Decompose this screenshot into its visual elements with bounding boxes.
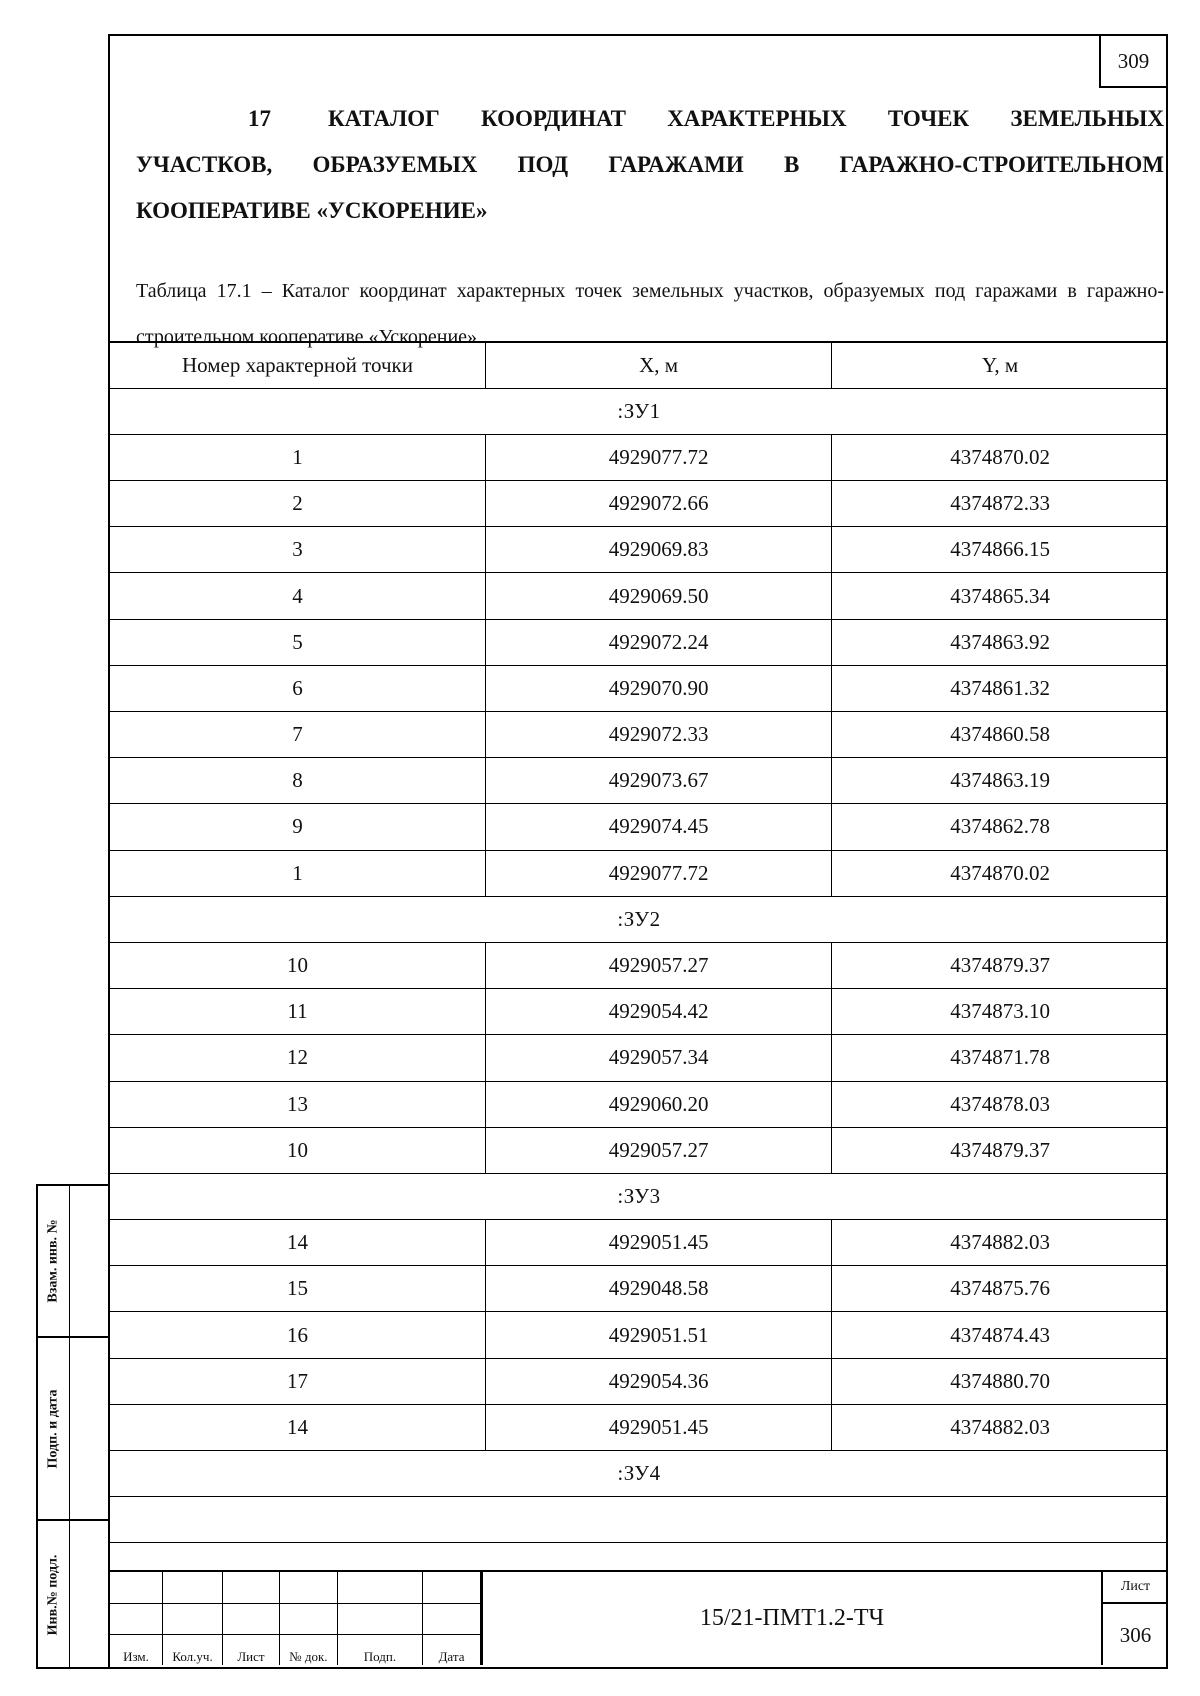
point-number-cell: 3 bbox=[110, 527, 486, 573]
group-label: :ЗУ2 bbox=[110, 896, 1168, 942]
revision-labels-row bbox=[110, 1634, 481, 1665]
table-row bbox=[110, 665, 1168, 711]
table-row bbox=[110, 1220, 1168, 1266]
page-number: 309 bbox=[1099, 36, 1166, 88]
point-number-cell: 10 bbox=[110, 1127, 486, 1173]
y-coordinate-cell: 4374870.02 bbox=[832, 850, 1168, 896]
y-coordinate-cell: 4374861.32 bbox=[832, 665, 1168, 711]
x-coordinate-cell: 4929048.58 bbox=[486, 1266, 832, 1312]
point-number-cell: 11 bbox=[110, 989, 486, 1035]
coordinates-table bbox=[110, 341, 1168, 1543]
x-coordinate-cell: 4929073.67 bbox=[486, 758, 832, 804]
side-row-inventory bbox=[38, 1521, 108, 1669]
x-coordinate-cell: 4929074.45 bbox=[486, 804, 832, 850]
x-coordinate-cell: 4929070.90 bbox=[486, 665, 832, 711]
table-caption: Таблица 17.1 – Каталог координат характерных точек земельных участков, образуемых под гаражами в гаражно-строительном кооперативе «Ускорение» bbox=[136, 280, 1164, 348]
y-coordinate-cell: 4374863.92 bbox=[832, 619, 1168, 665]
point-number-cell: 10 bbox=[110, 942, 486, 988]
x-coordinate-cell: 4929057.27 bbox=[486, 942, 832, 988]
x-coordinate-cell: 4929069.83 bbox=[486, 527, 832, 573]
y-coordinate-cell: 4374882.03 bbox=[832, 1404, 1168, 1450]
side-row-replacement bbox=[38, 1186, 108, 1338]
group-label: :ЗУ4 bbox=[110, 1451, 1168, 1497]
point-number-cell: 1 bbox=[110, 850, 486, 896]
group-row bbox=[110, 388, 1168, 434]
point-number-cell: 5 bbox=[110, 619, 486, 665]
x-coordinate-cell: 4929077.72 bbox=[486, 434, 832, 480]
sheet-number: 306 bbox=[1119, 1623, 1152, 1647]
table-row bbox=[110, 712, 1168, 758]
table-row bbox=[110, 1081, 1168, 1127]
section-title: КАТАЛОГ КООРДИНАТ ХАРАКТЕРНЫХ ТОЧЕК ЗЕМЕЛЬНЫХ УЧАСТКОВ, ОБРАЗУЕМЫХ ПОД ГАРАЖАМИ В ГАРАЖНО-СТРОИТЕЛЬНОМ КООПЕРАТИВЕ «УСКОРЕНИЕ» bbox=[136, 106, 1164, 223]
x-coordinate-cell: 4929072.24 bbox=[486, 619, 832, 665]
point-number-cell: 14 bbox=[110, 1404, 486, 1450]
point-number-cell: 14 bbox=[110, 1220, 486, 1266]
table-row bbox=[110, 434, 1168, 480]
side-label-replacement: Взам. инв. № bbox=[45, 1219, 61, 1303]
y-coordinate-cell: 4374882.03 bbox=[832, 1220, 1168, 1266]
y-coordinate-cell: 4374863.19 bbox=[832, 758, 1168, 804]
point-number-cell: 17 bbox=[110, 1358, 486, 1404]
header-y: Y, м bbox=[832, 342, 1168, 388]
section-number: 17 bbox=[248, 106, 271, 131]
revision-grid bbox=[110, 1572, 481, 1665]
x-coordinate-cell: 4929051.45 bbox=[486, 1220, 832, 1266]
point-number-cell: 9 bbox=[110, 804, 486, 850]
y-coordinate-cell: 4374870.02 bbox=[832, 434, 1168, 480]
side-label-signature-date: Подп. и дата bbox=[45, 1389, 61, 1468]
table-row bbox=[110, 573, 1168, 619]
col-label-izm: Изм. bbox=[110, 1634, 162, 1665]
col-label-signature: Подп. bbox=[337, 1634, 422, 1665]
table-row bbox=[110, 619, 1168, 665]
point-number-cell: 4 bbox=[110, 573, 486, 619]
sheet-box bbox=[1103, 1572, 1168, 1665]
y-coordinate-cell: 4374872.33 bbox=[832, 481, 1168, 527]
table-row bbox=[110, 850, 1168, 896]
point-number-cell: 1 bbox=[110, 434, 486, 480]
table-row bbox=[110, 989, 1168, 1035]
group-label: :ЗУ1 bbox=[110, 388, 1168, 434]
y-coordinate-cell: 4374875.76 bbox=[832, 1266, 1168, 1312]
table-row bbox=[110, 1312, 1168, 1358]
document-code: 15/21-ПМТ1.2-ТЧ bbox=[481, 1572, 1103, 1665]
group-row bbox=[110, 1451, 1168, 1497]
col-label-date: Дата bbox=[423, 1634, 481, 1665]
table-row bbox=[110, 1358, 1168, 1404]
y-coordinate-cell: 4374878.03 bbox=[832, 1081, 1168, 1127]
x-coordinate-cell: 4929057.34 bbox=[486, 1035, 832, 1081]
point-number-cell: 16 bbox=[110, 1312, 486, 1358]
section-heading bbox=[136, 96, 1164, 234]
table-row bbox=[110, 1266, 1168, 1312]
x-coordinate-cell: 4929069.50 bbox=[486, 573, 832, 619]
group-row bbox=[110, 1173, 1168, 1219]
side-row-signature-date bbox=[38, 1338, 108, 1521]
point-number-cell: 8 bbox=[110, 758, 486, 804]
col-label-kol-uch: Кол.уч. bbox=[162, 1634, 222, 1665]
col-label-list: Лист bbox=[223, 1634, 280, 1665]
table-body bbox=[110, 388, 1168, 1543]
group-label: :ЗУ3 bbox=[110, 1173, 1168, 1219]
y-coordinate-cell: 4374866.15 bbox=[832, 527, 1168, 573]
empty-row bbox=[110, 1497, 1168, 1543]
document-sheet bbox=[108, 34, 1168, 1669]
table-row bbox=[110, 804, 1168, 850]
group-row bbox=[110, 896, 1168, 942]
x-coordinate-cell: 4929054.42 bbox=[486, 989, 832, 1035]
x-coordinate-cell: 4929072.66 bbox=[486, 481, 832, 527]
y-coordinate-cell: 4374874.43 bbox=[832, 1312, 1168, 1358]
point-number-cell: 15 bbox=[110, 1266, 486, 1312]
table-row bbox=[110, 758, 1168, 804]
table-row bbox=[110, 1035, 1168, 1081]
point-number-cell: 2 bbox=[110, 481, 486, 527]
x-coordinate-cell: 4929072.33 bbox=[486, 712, 832, 758]
point-number-cell: 6 bbox=[110, 665, 486, 711]
y-coordinate-cell: 4374879.37 bbox=[832, 942, 1168, 988]
x-coordinate-cell: 4929051.45 bbox=[486, 1404, 832, 1450]
point-number-cell: 7 bbox=[110, 712, 486, 758]
y-coordinate-cell: 4374879.37 bbox=[832, 1127, 1168, 1173]
y-coordinate-cell: 4374865.34 bbox=[832, 573, 1168, 619]
side-stamp bbox=[36, 1184, 108, 1669]
table-row bbox=[110, 481, 1168, 527]
sheet-label: Лист bbox=[1103, 1572, 1168, 1604]
title-block bbox=[110, 1570, 1168, 1667]
col-label-doc-number: № док. bbox=[279, 1634, 337, 1665]
x-coordinate-cell: 4929054.36 bbox=[486, 1358, 832, 1404]
header-x: X, м bbox=[486, 342, 832, 388]
x-coordinate-cell: 4929051.51 bbox=[486, 1312, 832, 1358]
side-label-inventory: Инв.№ подл. bbox=[45, 1554, 61, 1636]
table-header-row bbox=[110, 342, 1168, 388]
point-number-cell: 13 bbox=[110, 1081, 486, 1127]
x-coordinate-cell: 4929057.27 bbox=[486, 1127, 832, 1173]
y-coordinate-cell: 4374871.78 bbox=[832, 1035, 1168, 1081]
header-point-number: Номер характерной точки bbox=[110, 342, 486, 388]
y-coordinate-cell: 4374873.10 bbox=[832, 989, 1168, 1035]
y-coordinate-cell: 4374880.70 bbox=[832, 1358, 1168, 1404]
x-coordinate-cell: 4929060.20 bbox=[486, 1081, 832, 1127]
point-number-cell: 12 bbox=[110, 1035, 486, 1081]
table-row bbox=[110, 1404, 1168, 1450]
x-coordinate-cell: 4929077.72 bbox=[486, 850, 832, 896]
y-coordinate-cell: 4374860.58 bbox=[832, 712, 1168, 758]
table-row bbox=[110, 527, 1168, 573]
table-row bbox=[110, 1127, 1168, 1173]
y-coordinate-cell: 4374862.78 bbox=[832, 804, 1168, 850]
table-row bbox=[110, 942, 1168, 988]
